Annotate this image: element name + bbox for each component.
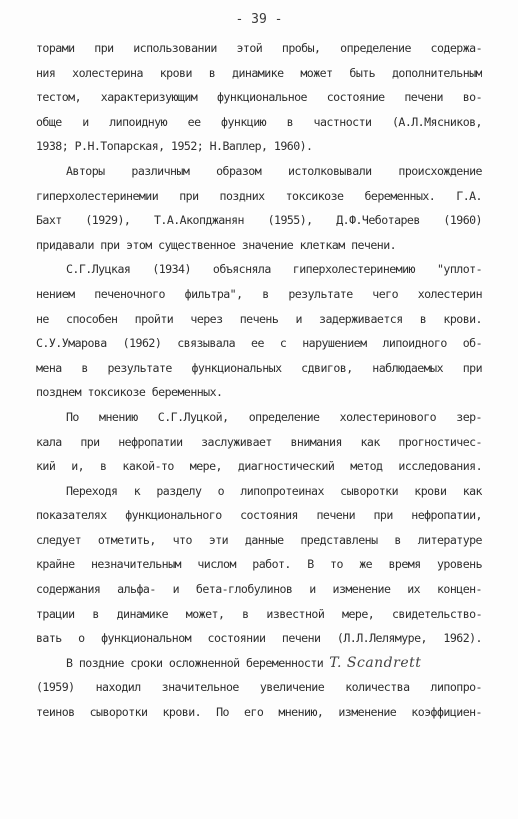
text-line-with-signature <box>36 651 482 676</box>
text-line: 1938; Р.Н.Топарская, 1952; Н.Ваплер, 1960). <box>36 139 313 154</box>
text-line: следует отметить, что эти данные представлены в литературе <box>36 532 482 547</box>
text-line: кала при нефропатии заслуживает внимания как прогностичес- <box>36 434 482 449</box>
text-line: крайне незначительным числом работ. В то же время уровень <box>36 557 482 572</box>
text-line: С.Г.Луцкая (1934) объясняла гиперхолестеринемию "уплот- <box>66 262 482 277</box>
body-text <box>36 36 482 725</box>
text-line: нением печеночного фильтра", в результате чего холестерин <box>36 286 482 301</box>
text-line: теинов сыворотки крови. По его мнению, изменение коэффициен- <box>36 705 482 720</box>
text-line: кий и, в какой-то мере, диагностический метод исследования. <box>36 459 482 474</box>
text-line: придавали при этом существенное значение клеткам печени. <box>36 237 397 252</box>
text-line: Авторы различным образом истолковывали происхождение <box>66 163 482 178</box>
text-line: С.У.Умарова (1962) связывала ее с нарушением липоидного об- <box>36 336 482 351</box>
text-line: Бахт (1929), Т.А.Акопджанян (1955), Д.Ф.Чеботарев (1960) <box>36 213 482 228</box>
text-line: ния холестерина крови в динамике может быть дополнительным <box>36 65 482 80</box>
handwritten-name: T. Scandrett <box>329 654 422 671</box>
text-line: тестом, характеризующим функциональное состояние печени во- <box>36 90 482 105</box>
text-line: вать о функциональном состоянии печени (Л.Л.Лелямуре, 1962). <box>36 631 482 646</box>
text-line: мена в результате функциональных сдвигов, наблюдаемых при <box>36 360 482 375</box>
text-line: По мнению С.Г.Луцкой, определение холестеринового зер- <box>66 409 482 424</box>
text-line: содержания альфа- и бета-глобулинов и изменение их концен- <box>36 582 482 597</box>
text-line: Переходя к разделу о липопротеинах сыворотки крови как <box>66 483 482 498</box>
text-line: обще и липоидную ее функцию в частности (А.Л.Мясников, <box>36 114 482 129</box>
page-number: - 39 - <box>235 12 283 27</box>
text-line: не способен пройти через печень и задерживается в крови. <box>36 311 482 326</box>
text-line: торами при использовании этой пробы, определение содержа- <box>36 41 482 55</box>
text-line: (1959) находил значительное увеличение количества липопро- <box>36 680 482 695</box>
text-line: В поздние сроки осложненной беременности <box>66 655 324 670</box>
text-line: позднем токсикозе беременных. <box>36 385 223 400</box>
text-line: гиперхолестеринемии при поздних токсикозе беременных. Г.А. <box>36 188 482 203</box>
text-line: показателях функционального состояния печени при нефропатии, <box>36 508 482 523</box>
text-line: трации в динамике может, в известной мере, свидетельство- <box>36 606 482 621</box>
